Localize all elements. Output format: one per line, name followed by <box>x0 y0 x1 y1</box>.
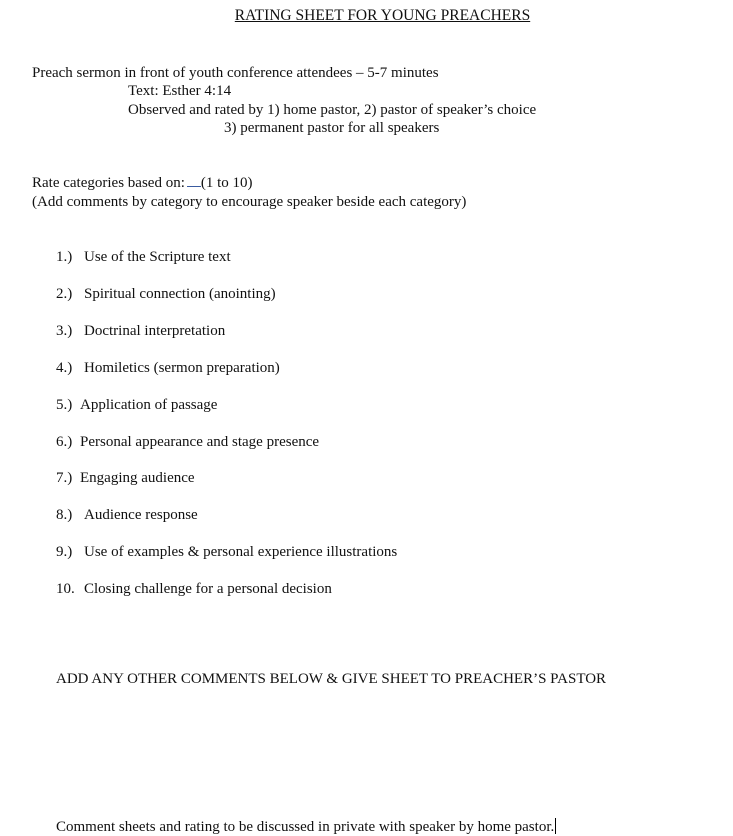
criterion-label: Audience response <box>84 507 198 523</box>
criterion-number: 3.) <box>56 323 73 339</box>
criterion-label: Closing challenge for a personal decision <box>84 581 332 597</box>
footer-text: Comment sheets and rating to be discussed in private with speaker by home pastor. <box>56 819 555 835</box>
criterion-label: Use of the Scripture text <box>84 249 231 265</box>
text-cursor <box>555 818 556 834</box>
footer-note <box>56 818 556 836</box>
criterion-item <box>56 359 280 377</box>
document-title: RATING SHEET FOR YOUNG PREACHERS <box>234 7 531 24</box>
criterion-item <box>56 433 319 451</box>
criterion-number: 4.) <box>56 360 73 376</box>
criterion-item <box>56 285 276 303</box>
intro-line-preach: Preach sermon in front of youth conference attendees – 5-7 minutes <box>32 65 439 81</box>
criterion-number: 7.) <box>56 470 73 486</box>
criterion-label: Use of examples & personal experience illustrations <box>84 544 398 560</box>
intro-line-permanent-pastor: 3) permanent pastor for all speakers <box>224 120 440 136</box>
criterion-number: 10. <box>56 581 75 597</box>
criterion-item <box>56 322 225 340</box>
criterion-label: Personal appearance and stage presence <box>80 434 320 450</box>
criterion-item <box>56 543 397 561</box>
criterion-label: Spiritual connection (anointing) <box>84 286 276 302</box>
instructions-heading: ADD ANY OTHER COMMENTS BELOW & GIVE SHEET TO PREACHER’S PASTOR <box>56 671 607 687</box>
rating-scale-line <box>32 174 253 192</box>
criterion-item <box>56 469 195 487</box>
intro-line-text: Text: Esther 4:14 <box>128 83 232 99</box>
criterion-number: 6.) <box>56 434 73 450</box>
criterion-item <box>56 396 217 414</box>
criterion-label: Application of passage <box>80 397 218 413</box>
criterion-label: Engaging audience <box>80 470 195 486</box>
criterion-number: 5.) <box>56 397 73 413</box>
criterion-label: Homiletics (sermon preparation) <box>84 360 280 376</box>
criterion-item <box>56 506 198 524</box>
criterion-label: Doctrinal interpretation <box>84 323 226 339</box>
insertion-mark <box>187 174 201 187</box>
criterion-number: 9.) <box>56 544 73 560</box>
criterion-number: 1.) <box>56 249 73 265</box>
intro-line-observed: Observed and rated by 1) home pastor, 2) pastor of speaker’s choice <box>128 102 537 118</box>
criterion-item <box>56 248 231 266</box>
criterion-number: 2.) <box>56 286 73 302</box>
comment-note: (Add comments by category to encourage speaker beside each category) <box>32 194 467 210</box>
criterion-item <box>56 580 332 598</box>
rating-prefix: Rate categories based on: <box>32 175 185 191</box>
criterion-number: 8.) <box>56 507 73 523</box>
rating-scale: (1 to 10) <box>200 175 253 191</box>
